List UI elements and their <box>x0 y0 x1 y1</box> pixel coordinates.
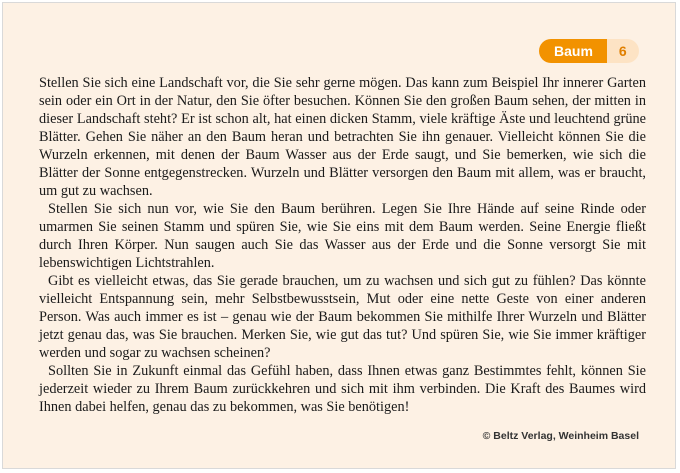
body-text <box>39 74 646 416</box>
paragraph: Stellen Sie sich nun vor, wie Sie den Baum berühren. Legen Sie Ihre Hände auf seine Rinde oder umarmen Sie seinen Stamm und spüren Sie, wie Sie eins mit dem Baum werden. Seine Energie fließt durch Ihren Körper. Nun saugen auch Sie das Wasser aus der Erde und die Sonne versorgt Sie mit lebenswichtigen Lichtstrahlen. <box>39 201 646 271</box>
card-page <box>2 2 676 469</box>
paragraph: Stellen Sie sich eine Landschaft vor, die Sie sehr gerne mögen. Das kann zum Beispiel Ihr innerer Garten sein oder ein Ort in der Natur, den Sie öfter besuchen. Können Sie den großen Baum sehen, der mitten in dieser Landschaft steht? Er ist schon alt, hat einen dicken Stamm, viele kräftige Äste und leuchtend grüne Blätter. Gehen Sie näher an den Baum heran und betrachten Sie ihn genauer. Vielleicht können Sie die Wurzeln erkennen, mit denen der Baum Wasser aus der Erde saugt, und Sie bemerken, wie sich die Blätter der Sonne entgegenstrecken. Wurzeln und Blätter versorgen den Baum mit allem, was er braucht, um gut zu wachsen. <box>39 75 646 199</box>
title-badge <box>539 39 639 63</box>
card-title: Baum <box>539 39 607 63</box>
card-number: 6 <box>607 39 639 63</box>
paragraph: Gibt es vielleicht etwas, das Sie gerade brauchen, um zu wachsen und sich gut zu fühlen? Das könnte vielleicht Entspannung sein, mehr Selbstbewusstsein, Mut oder eine nette Geste von einer anderen Person. Was auch immer es ist – genau wie der Baum bekommen Sie mithilfe Ihrer Wurzeln und Blätter jetzt genau das, was Sie brauchen. Merken Sie, wie gut das tut? Und spüren Sie, wie Sie immer kräftiger werden und sogar zu wachsen scheinen? <box>39 273 646 361</box>
copyright-notice: © Beltz Verlag, Weinheim Basel <box>482 430 639 442</box>
paragraph: Sollten Sie in Zukunft einmal das Gefühl haben, dass Ihnen etwas ganz Bestimmtes fehlt, können Sie jederzeit wieder zu Ihrem Baum zurückkehren und sich mit ihm verbinden. Die Kraft des Baumes wird Ihnen dabei helfen, genau das zu bekommen, was Sie benötigen! <box>39 363 646 415</box>
